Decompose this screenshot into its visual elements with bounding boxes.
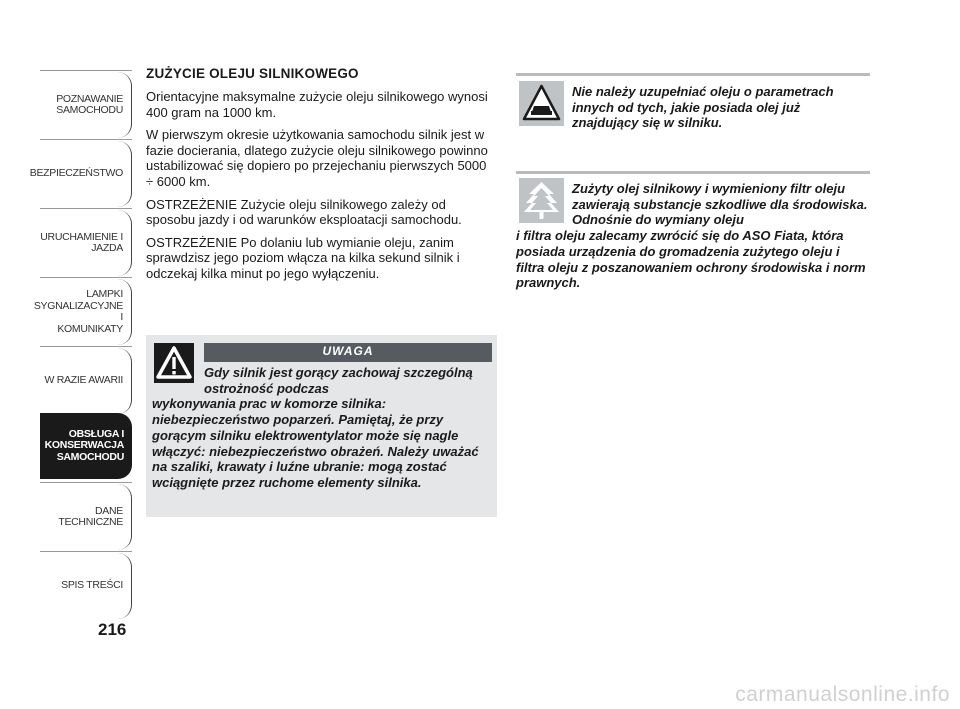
main-column: [146, 66, 496, 289]
tab-divider: [40, 482, 132, 483]
paragraph: OSTRZEŻENIE Zużycie oleju silnikowego zależy od sposobu jazdy i od warunków eksploatacji samochodu.: [146, 196, 462, 228]
tab-uruchamienie[interactable]: URUCHAMIENIE I JAZDA: [40, 210, 132, 276]
warning-header: UWAGA: [204, 343, 492, 362]
tab-obsluga-active[interactable]: OBSŁUGA I KONSERWACJA SAMOCHODU: [40, 413, 132, 479]
note-rule: [516, 171, 870, 174]
tab-bezpieczenstwo[interactable]: BEZPIECZEŃSTWO: [40, 141, 132, 207]
tab-lampki[interactable]: LAMPKI SYGNALIZACYJNE I KOMUNIKATY: [40, 279, 132, 345]
note-text: Zużyty olej silnikowy i wymieniony filtr oleju zawierają substancje szkodliwe dla środowiska. Odnośnie do wymiany oleju i filtra oleju zalecamy zwrócić się do ASO Fiata, która posiada urządzenia do gromadzenia zużytego oleju i filtra oleju z poszanowaniem ochrony środowiska i norm prawnych.: [516, 181, 868, 291]
note-text: Nie należy uzupełniać oleju o parametrach innych od tych, jakie posiada olej już znajdujący się w silniku.: [572, 84, 834, 131]
tab-divider: [40, 139, 132, 140]
warning-text: Gdy silnik jest gorący zachowaj szczególną ostrożność podczas wykonywania prac w komorze silnika: niebezpieczeństwo poparzeń. Pamiętaj, że przy gorącym silniku elektrowentylator może się nagle włączyć: niebezpieczeństwo obrażeń. Należy uważać na szaliki, krawaty i luźne ubranie: mogą zostać wciągnięte przez ruchome elementy silnika.: [152, 365, 479, 490]
paragraph: OSTRZEŻENIE Po dolaniu lub wymianie oleju, zanim sprawdzisz jego poziom włącza na kilka sekund silnik i odczekaj kilka minut po jego wyłączeniu.: [146, 234, 460, 281]
tab-divider: [40, 346, 132, 347]
tab-divider: [40, 70, 132, 71]
section-title: ZUŻYCIE OLEJU SILNIKOWEGO: [146, 66, 359, 81]
paragraph: W pierwszym okresie użytkowania samochodu silnik jest w fazie docierania, dlatego zużycie oleju silnikowego powinno ustabilizować się dopiero po przejechaniu pierwszych 5000 ÷ 6000 km.: [146, 127, 488, 189]
page-number: 216: [98, 620, 127, 639]
tab-dane-techniczne[interactable]: DANE TECHNICZNE: [40, 484, 132, 550]
tab-divider: [40, 551, 132, 552]
tab-w-razie-awarii[interactable]: W RAZIE AWARII: [40, 348, 132, 414]
note-rule: [516, 73, 870, 76]
tab-poznawanie[interactable]: POZNAWANIE SAMOCHODU: [40, 72, 132, 138]
tab-divider: [40, 208, 132, 209]
tab-divider: [40, 277, 132, 278]
paragraph: Orientacyjne maksymalne zużycie oleju silnikowego wynosi 400 gram na 1000 km.: [146, 89, 488, 120]
watermark: carmanualsonline.info: [735, 683, 950, 706]
tab-spis-tresci[interactable]: SPIS TREŚCI: [40, 553, 132, 619]
warning-box: [146, 335, 497, 517]
